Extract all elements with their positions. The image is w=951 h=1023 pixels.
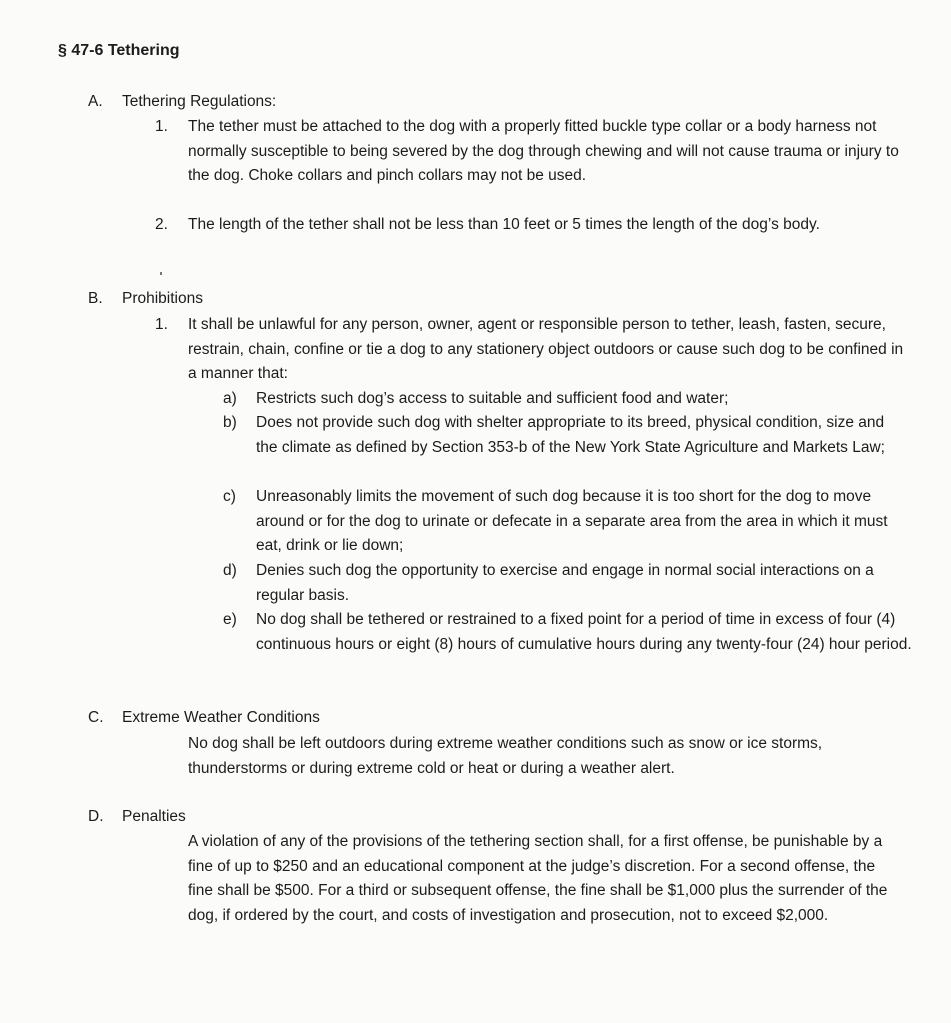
list-item-text: Restricts such dog’s access to suitable and sufficient food and water; [256, 390, 729, 407]
section-b-subitem-d [223, 559, 896, 608]
list-marker: c) [223, 488, 236, 505]
list-marker: a) [223, 390, 237, 407]
section-a-item-1 [155, 115, 908, 189]
section-d-letter: D. [88, 808, 104, 825]
section-c-title: Extreme Weather Conditions [122, 709, 320, 726]
section-c-heading [88, 709, 320, 727]
list-item-text: No dog shall be tethered or restrained to a fixed point for a period of time in excess of four (4) continuous hours or eight (8) hours of cumulative hours during any twenty-four (24) hour period. [256, 611, 912, 653]
list-marker: 2. [155, 216, 168, 233]
section-b-subitem-e [223, 608, 924, 657]
section-a-item-2 [155, 213, 908, 238]
list-marker: 1. [155, 118, 168, 135]
list-item-text: The tether must be attached to the dog with a properly fitted buckle type collar or a body harness not normally susceptible to being severed by the dog through chewing and will not cause trauma or injury to the dog. Choke collars and pinch collars may not be used. [188, 118, 899, 184]
section-b-subitem-a [223, 387, 896, 412]
section-b-subitem-c [223, 485, 896, 559]
list-marker: d) [223, 562, 237, 579]
section-b-subitem-b [223, 411, 896, 460]
list-item-text: Unreasonably limits the movement of such dog because it is too short for the dog to move around or for the dog to urinate or defecate in a separate area from the area in which it must eat, drink or lie down; [256, 488, 888, 554]
section-a-title: Tethering Regulations: [122, 93, 277, 110]
list-marker: 1. [155, 316, 168, 333]
section-b-letter: B. [88, 290, 103, 307]
list-item-text: Denies such dog the opportunity to exercise and engage in normal social interactions on a regular basis. [256, 562, 874, 604]
section-d-heading [88, 808, 186, 826]
section-b-item-1 [155, 313, 908, 387]
section-b-title: Prohibitions [122, 290, 203, 307]
section-c-letter: C. [88, 709, 104, 726]
list-marker: e) [223, 611, 237, 628]
list-item-text: Does not provide such dog with shelter appropriate to its breed, physical condition, size and the climate as defined by Section 353-b of the New York State Agriculture and Markets Law; [256, 414, 885, 456]
list-marker: b) [223, 414, 237, 431]
list-item-text: The length of the tether shall not be less than 10 feet or 5 times the length of the dog’s body. [188, 216, 820, 233]
section-d-body: A violation of any of the provisions of the tethering section shall, for a first offense, be punishable by a fine of up to $250 and an educational component at the judge’s discretion. For a second offense, the fine shall be $500. For a third or subsequent offense, the fine shall be $1,000 plus the surrender of the dog, if ordered by the court, and costs of investigation and prosecution, not to exceed $2,000. [188, 833, 888, 924]
scan-speck [160, 272, 162, 275]
section-a-heading [88, 93, 276, 111]
page-title: § 47-6 Tethering [58, 42, 180, 59]
section-b-heading [88, 290, 203, 308]
section-c-body: No dog shall be left outdoors during extreme weather conditions such as snow or ice storms, thunderstorms or during extreme cold or heat or during a weather alert. [188, 735, 823, 777]
section-a-letter: A. [88, 93, 103, 110]
list-item-text: It shall be unlawful for any person, owner, agent or responsible person to tether, leash, fasten, secure, restrain, chain, confine or tie a dog to any stationery object outdoors or cause such dog to be confined in a manner that: [188, 316, 904, 382]
section-d-title: Penalties [122, 808, 186, 825]
